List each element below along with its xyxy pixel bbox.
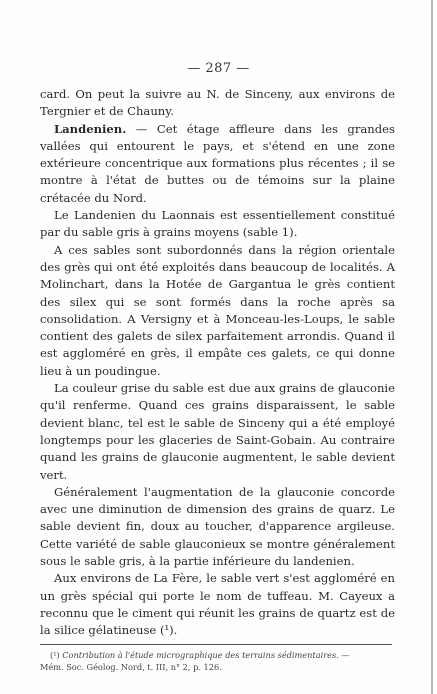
page-edge-shadow <box>431 0 433 694</box>
page-number: — 287 — <box>187 61 250 76</box>
paragraph: Le Landenien du Laonnais est essentiellement constitué par du sable gris à grains moyens (sable 1). <box>40 208 395 240</box>
paragraph: A ces sables sont subordonnés dans la région orientale des grès qui ont été exploités dans beaucoup de localités. A Molinchart, dans la Hotée de Gargantua le grès contient des silex qui se sont formés dans la roche après sa consolidation. A Versigny et à Monceau-les-Loups, le sable contient des galets de silex parfaitement arrondis. Quand il est aggloméré en grès, il empâte ces galets, ce qui donne lieu à un poudingue. <box>40 242 395 378</box>
paragraph-continuation: card. On peut la suivre au N. de Sinceny, aux environs de Tergnier et de Chauny. <box>40 87 395 119</box>
footnote-dash: — <box>338 650 350 660</box>
paragraph: Aux environs de La Fère, le sable vert s'est aggloméré en un grès spécial qui porte le nom de tuffeau. M. Cayeux a reconnu que le ciment qui réunit les grains de quartz est de la silice gélatineuse (¹). <box>40 571 395 638</box>
body-text <box>40 86 395 640</box>
footnote-title: Contribution à l'étude micrographique des terrains sédimentaires. <box>62 650 339 660</box>
footnote <box>40 649 395 673</box>
footnote-line-1 <box>40 649 395 661</box>
paragraph: Généralement l'augmentation de la glauconie concorde avec une diminution de dimension des grains de quarz. Le sable devient fin, doux au toucher, d'apparence argileuse. Cette variété de sable glauconieux se montre généralement sous le sable gris, à la partie inférieure du landenien. <box>40 484 395 569</box>
footnote-divider <box>40 644 392 645</box>
paragraph-landenien <box>40 121 395 207</box>
footnote-line-2: Mém. Soc. Géolog. Nord, t. III, n° 2, p. 126. <box>40 662 222 672</box>
section-heading: Landenien. <box>54 121 127 136</box>
footnote-marker: (¹) <box>50 650 60 660</box>
paragraph: La couleur grise du sable est due aux grains de glauconie qu'il renferme. Quand ces grains disparaissent, le sable devient blanc, tel est le sable de Sinceny qui a été employé longtemps pour les glaceries de Saint-Gobain. Au contraire quand les grains de glauconie augmentent, le sable devient vert. <box>40 381 395 482</box>
paragraph-text: — Cet étage affleure dans les grandes vallées qui entourent le pays, et s'étend en une zone extérieure concentrique aux formations plus récentes ; il se montre à l'état de buttes ou de témoins sur la plaine crétacée du Nord. <box>40 121 395 205</box>
